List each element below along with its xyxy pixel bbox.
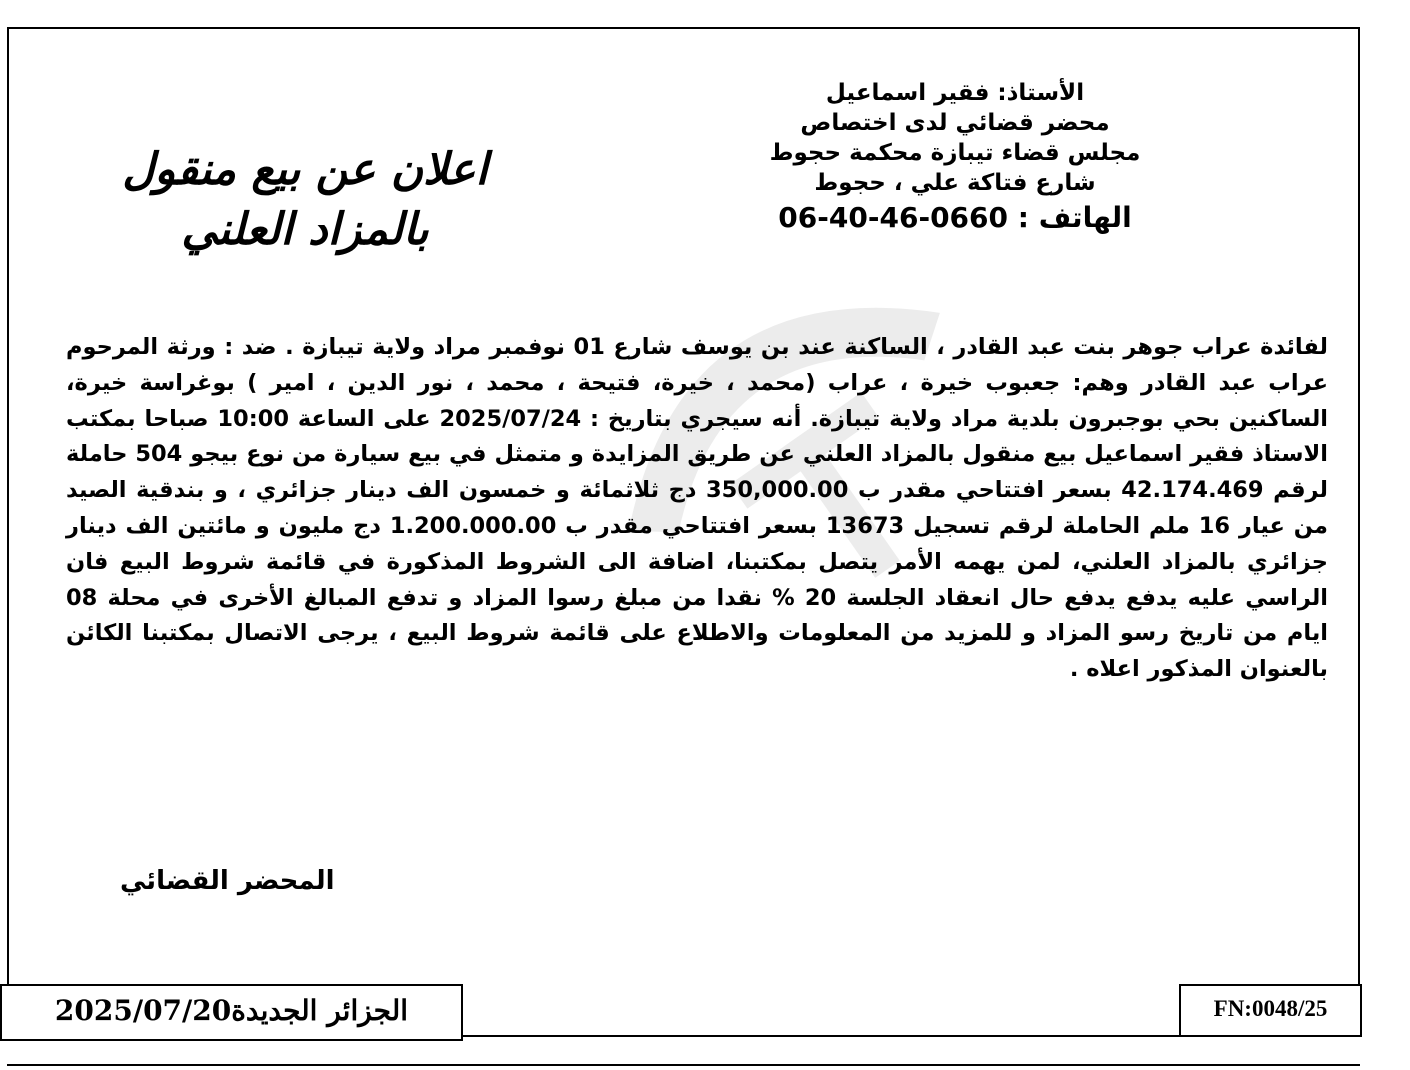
publication-label: الجزائر الجديدة2025/07/20 — [54, 994, 409, 1027]
title-line-1: اعلان عن بيع منقول — [122, 144, 488, 195]
phone-line — [720, 198, 1190, 238]
reference-box — [1179, 984, 1362, 1037]
phone-label: الهاتف : — [1017, 201, 1132, 234]
bailiff-header — [720, 78, 1190, 238]
notice-title — [65, 140, 545, 260]
notice-body: لفائدة عراب جوهر بنت عبد القادر ، الساكنة عند بن يوسف شارع 01 نوفمبر مراد ولاية تيبازة . ضد : ورثة المرحوم عراب عبد القادر وهم: جعبوب خيرة ، عراب (محمد ، خيرة، فتيحة ، محمد ، نور الدين ، امير ) بوغراسة خيرة، الساكنين بحي بوجبرون بلدية مراد ولاية تيبازة. أنه سيجري بتاريخ : 2025/07/24 على الساعة 10:00 صباحا بمكتب الاستاذ فقير اسماعيل بيع منقول بالمزاد العلني عن طريق المزايدة و متمثل في بيع سيارة من نوع بيجو 504 حاملة لرقم 42.174.469 بسعر افتتاحي مقدر ب 350,000.00 دج ثلاثمائة و خمسون الف دينار جزائري ، و بندقية الصيد من عيار 16 ملم الحاملة لرقم تسجيل 13673 بسعر افتتاحي مقدر ب 1.200.000.00 دج مليون و مائتين الف دينار جزائري بالمزاد العلني، لمن يهمه الأمر يتصل بمكتبنا، اضافة الى الشروط المذكورة في قائمة شروط البيع فان الراسي عليه يدفع يدفع حال انعقاد الجلسة 20 % نقدا من مبلغ رسوا المزاد و تدفع المبالغ الأخرى في محلة 08 ايام من تاريخ رسو المزاد و للمزيد من المعلومات والاطلاع على قائمة شروط البيع ، يرجى الاتصال بمكتبنا الكائن بالعنوان المذكور اعلاه . — [66, 334, 1328, 683]
office-address: شارع فتاكة علي ، حجوط — [814, 170, 1096, 196]
bottom-divider — [7, 1064, 1360, 1066]
reference-number: FN:0048/25 — [1213, 996, 1328, 1021]
bailiff-name: الأستاذ: فقير اسماعيل — [825, 80, 1085, 106]
bailiff-role: محضر قضائي لدى اختصاص — [800, 110, 1110, 136]
phone-number: 0660-46-40-06 — [778, 201, 1009, 234]
title-line-2: بالمزاد العلني — [181, 204, 429, 255]
publication-box — [0, 984, 463, 1041]
court-name: مجلس قضاء تيبازة محكمة حجوط — [769, 140, 1141, 166]
signature: المحضر القضائي — [120, 866, 335, 896]
